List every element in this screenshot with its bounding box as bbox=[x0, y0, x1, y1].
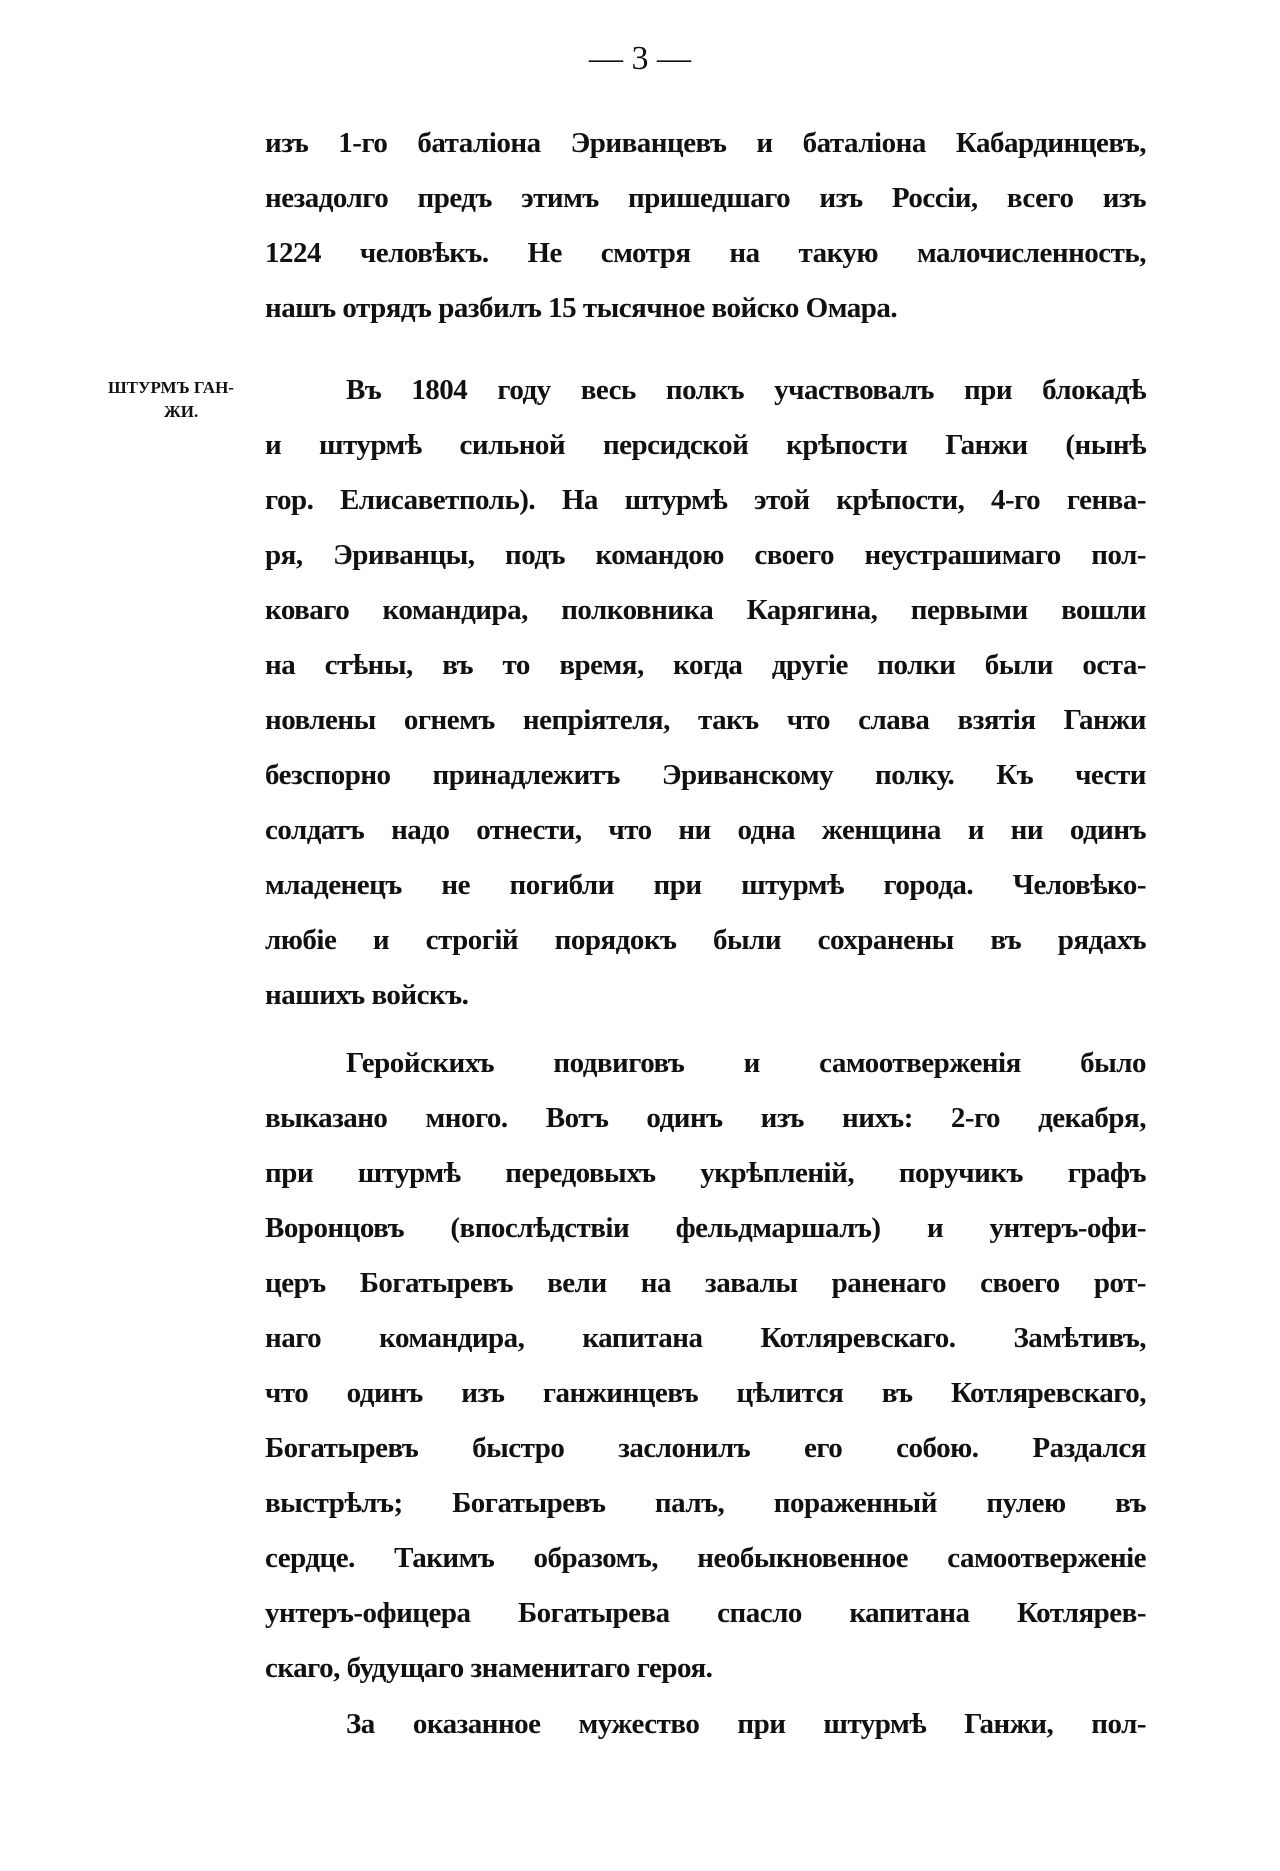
text-line: нашихъ войскъ. bbox=[265, 979, 469, 1011]
text-line: младенецъ не погибли при штурмѣ города. Человѣко- bbox=[265, 869, 1146, 901]
text-line: выказано много. Вотъ одинъ изъ нихъ: 2-го декабря, bbox=[265, 1102, 1146, 1134]
text-line: ря, Эриванцы, подъ командою своего неустрашимаго пол- bbox=[265, 539, 1146, 571]
text-line: изъ 1-го баталіона Эриванцевъ и баталіона Кабардинцевъ, bbox=[265, 127, 1146, 159]
text-line: Въ 1804 году весь полкъ участвовалъ при блокадѣ bbox=[346, 374, 1146, 406]
text-line: незадолго предъ этимъ пришедшаго изъ Россіи, всего изъ bbox=[265, 182, 1146, 214]
text-line: что одинъ изъ ганжинцевъ цѣлится въ Котляревскаго, bbox=[265, 1377, 1146, 1409]
text-line: гор. Елисаветполь). На штурмѣ этой крѣпости, 4-го генва- bbox=[265, 484, 1146, 516]
text-line: наго командира, капитана Котляревскаго. Замѣтивъ, bbox=[265, 1322, 1146, 1354]
text-line: солдатъ надо отнести, что ни одна женщина и ни одинъ bbox=[265, 814, 1146, 846]
page-number: — 3 — bbox=[589, 40, 691, 77]
text-line: Геройскихъ подвиговъ и самоотверженія было bbox=[346, 1047, 1146, 1079]
text-line: любіе и строгій порядокъ были сохранены въ рядахъ bbox=[265, 924, 1146, 956]
text-line: сердце. Такимъ образомъ, необыкновенное самоотверженіе bbox=[265, 1542, 1146, 1574]
text-line: новлены огнемъ непріятеля, такъ что слава взятія Ганжи bbox=[265, 704, 1146, 736]
text-line: скаго, будущаго знаменитаго героя. bbox=[265, 1652, 713, 1684]
text-line: при штурмѣ передовыхъ укрѣпленій, поручикъ графъ bbox=[265, 1157, 1146, 1189]
text-line: коваго командира, полковника Карягина, первыми вошли bbox=[265, 594, 1146, 626]
text-line: на стѣны, въ то время, когда другіе полки были оста- bbox=[265, 649, 1146, 681]
text-line: и штурмѣ сильной персидской крѣпости Ганжи (нынѣ bbox=[265, 429, 1146, 461]
text-line: За оказанное мужество при штурмѣ Ганжи, пол- bbox=[346, 1708, 1146, 1740]
text-line: церъ Богатыревъ вели на завалы раненаго своего рот- bbox=[265, 1267, 1146, 1299]
margin-note bbox=[108, 376, 263, 424]
margin-note-line: ШТУРМЪ ГАН- bbox=[108, 378, 234, 397]
margin-note-line: ЖИ. bbox=[164, 402, 199, 421]
text-line: нашъ отрядъ разбилъ 15 тысячное войско Омара. bbox=[265, 292, 898, 324]
text-line: унтеръ-офицера Богатырева спасло капитана Котлярев- bbox=[265, 1597, 1146, 1629]
text-line: безспорно принадлежитъ Эриванскому полку. Къ чести bbox=[265, 759, 1146, 791]
text-line: Воронцовъ (впослѣдствіи фельдмаршалъ) и унтеръ-офи- bbox=[265, 1212, 1146, 1244]
text-line: 1224 человѣкъ. Не смотря на такую малочисленность, bbox=[265, 237, 1146, 269]
text-line: Богатыревъ быстро заслонилъ его собою. Раздался bbox=[265, 1432, 1146, 1464]
text-line: выстрѣлъ; Богатыревъ палъ, пораженный пулею въ bbox=[265, 1487, 1146, 1519]
